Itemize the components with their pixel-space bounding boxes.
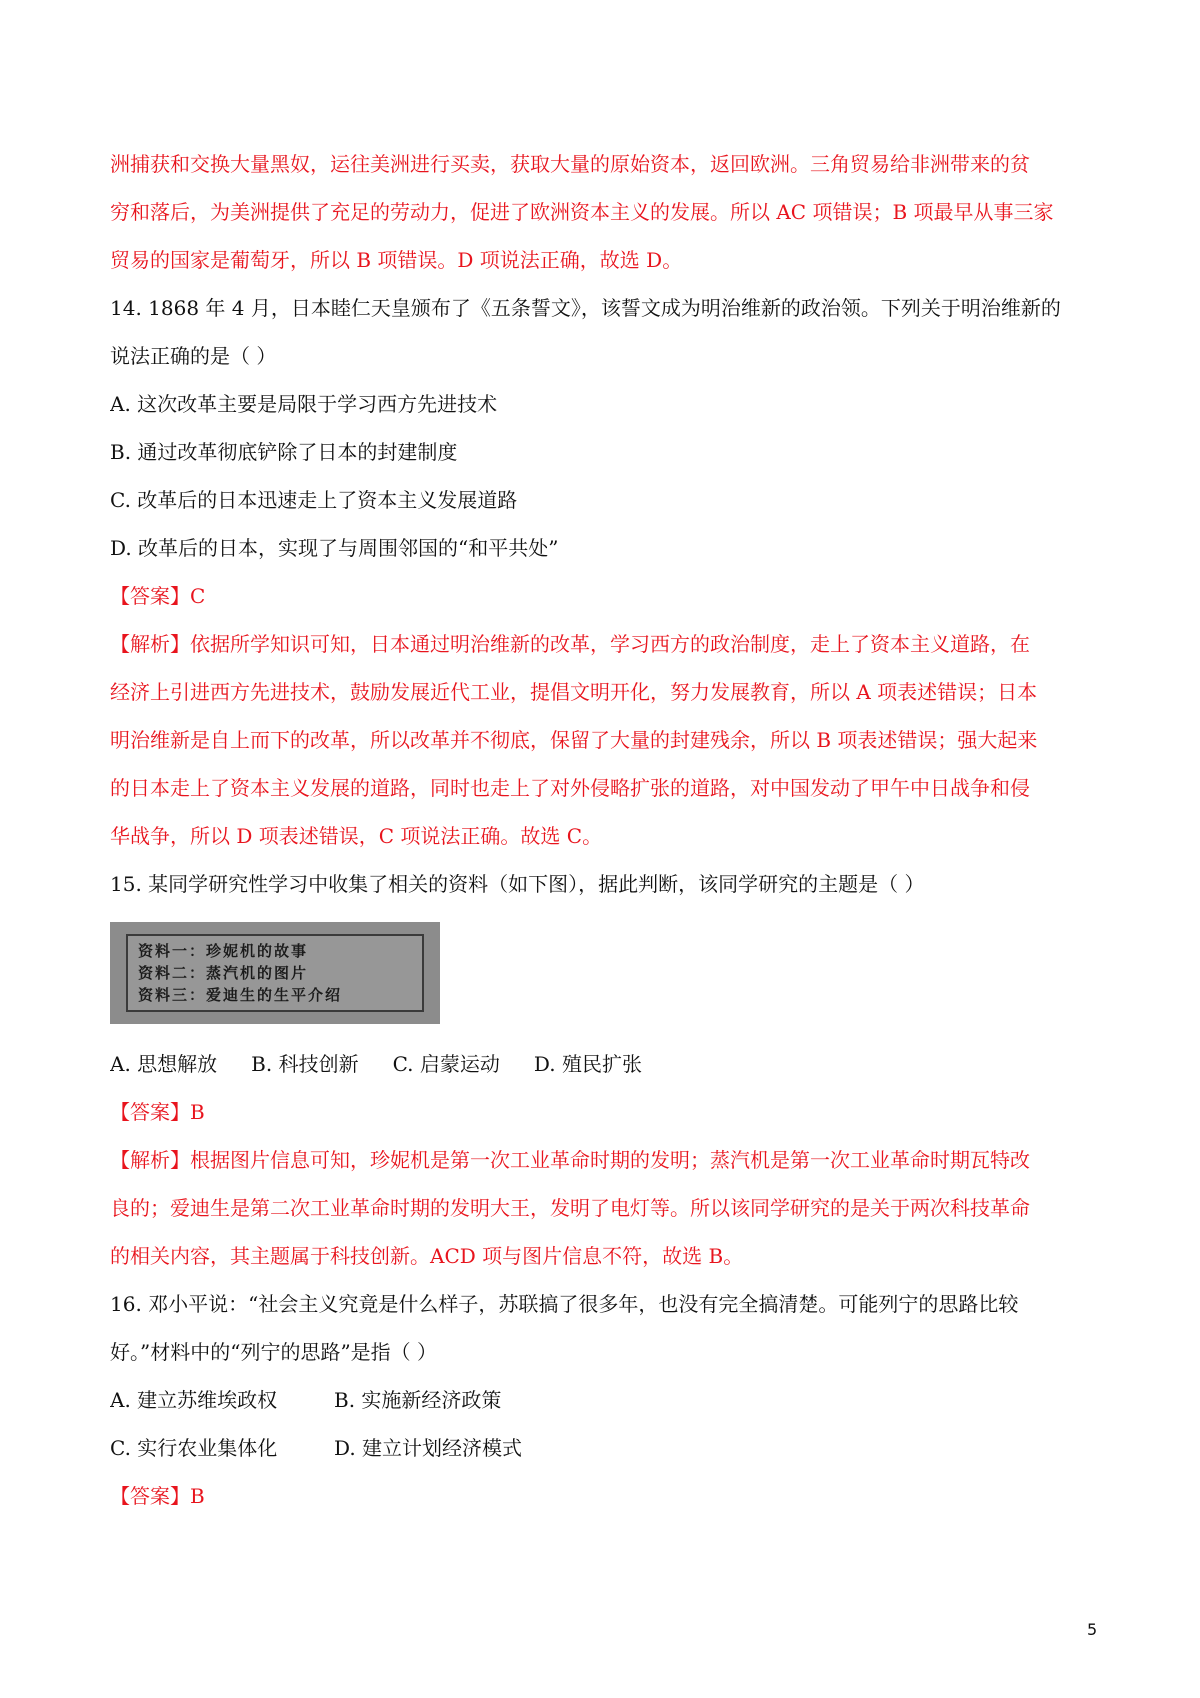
q14-answer: 【答案】C (110, 584, 206, 608)
q14-explanation-line: 的日本走上了资本主义发展的道路，同时也走上了对外侵略扩张的道路，对中国发动了甲午中日战争和侵 (110, 776, 1030, 800)
q15-option-d: D. 殖民扩张 (533, 1052, 642, 1076)
q14-explanation-line: 明治维新是自上而下的改革，所以改革并不彻底，保留了大量的封建残余，所以 B 项表述错误；强大起来 (110, 728, 1038, 752)
material-list-box (126, 934, 424, 1012)
q15-option-b: B. 科技创新 (251, 1052, 359, 1076)
q14-explanation-line: 【解析】依据所学知识可知，日本通过明治维新的改革，学习西方的政治制度，走上了资本主义道路，在 (110, 632, 1030, 656)
material-item: 资料三：爱迪生的生平介绍 (138, 986, 343, 1004)
q13-explanation-line: 洲捕获和交换大量黑奴，运往美洲进行买卖，获取大量的原始资本，返回欧洲。三角贸易给非洲带来的贫 (110, 152, 1030, 176)
q16-options-row-2 (110, 1424, 1100, 1472)
q16-answer: 【答案】B (110, 1484, 205, 1508)
q15-option-c: C. 启蒙运动 (392, 1052, 500, 1076)
material-item: 资料二：蒸汽机的图片 (138, 964, 309, 982)
q14-option-d: D. 改革后的日本，实现了与周围邻国的“和平共处” (110, 536, 559, 560)
q16-options-row-1 (110, 1376, 1100, 1424)
q16-option-a: A. 建立苏维埃政权 (110, 1388, 278, 1412)
q13-explanation-line: 贸易的国家是葡萄牙，所以 B 项错误。D 项说法正确，故选 D。 (110, 248, 683, 272)
q15-stem: 15. 某同学研究性学习中收集了相关的资料（如下图），据此判断，该同学研究的主题是（ ） (110, 872, 925, 896)
q15-answer: 【答案】B (110, 1100, 205, 1124)
page-number: 5 (1087, 1620, 1098, 1639)
q15-material-figure (110, 922, 440, 1024)
q14-option-b: B. 通过改革彻底铲除了日本的封建制度 (110, 440, 458, 464)
q15-options-row (110, 1040, 1100, 1088)
q14-stem-line: 说法正确的是（ ） (110, 344, 277, 368)
q15-option-a: A. 思想解放 (110, 1052, 218, 1076)
document-page (110, 140, 1100, 1520)
q15-explanation-line: 良的；爱迪生是第二次工业革命时期的发明大王，发明了电灯等。所以该同学研究的是关于两次科技革命 (110, 1196, 1030, 1220)
q14-explanation-line: 华战争，所以 D 项表述错误，C 项说法正确。故选 C。 (110, 824, 603, 848)
q14-option-a: A. 这次改革主要是局限于学习西方先进技术 (110, 392, 498, 416)
q16-option-b: B. 实施新经济政策 (334, 1388, 502, 1412)
q16-option-d: D. 建立计划经济模式 (334, 1436, 523, 1460)
q16-stem-line: 好。”材料中的“列宁的思路”是指（ ） (110, 1340, 438, 1364)
q13-explanation-line: 穷和落后，为美洲提供了充足的劳动力，促进了欧洲资本主义的发展。所以 AC 项错误；B 项最早从事三家 (110, 200, 1054, 224)
q15-explanation-line: 的相关内容，其主题属于科技创新。ACD 项与图片信息不符，故选 B。 (110, 1244, 744, 1268)
q14-explanation-line: 经济上引进西方先进技术，鼓励发展近代工业，提倡文明开化，努力发展教育，所以 A 项表述错误；日本 (110, 680, 1038, 704)
q14-stem-line: 14. 1868 年 4 月，日本睦仁天皇颁布了《五条誓文》，该誓文成为明治维新的政治领。下列关于明治维新的 (110, 296, 1061, 320)
material-item: 资料一：珍妮机的故事 (138, 942, 309, 960)
q15-explanation-line: 【解析】根据图片信息可知，珍妮机是第一次工业革命时期的发明；蒸汽机是第一次工业革命时期瓦特改 (110, 1148, 1030, 1172)
q14-option-c: C. 改革后的日本迅速走上了资本主义发展道路 (110, 488, 518, 512)
q16-option-c: C. 实行农业集体化 (110, 1436, 278, 1460)
q16-stem-line: 16. 邓小平说：“社会主义究竟是什么样子，苏联搞了很多年，也没有完全搞清楚。可能列宁的思路比较 (110, 1292, 1019, 1316)
